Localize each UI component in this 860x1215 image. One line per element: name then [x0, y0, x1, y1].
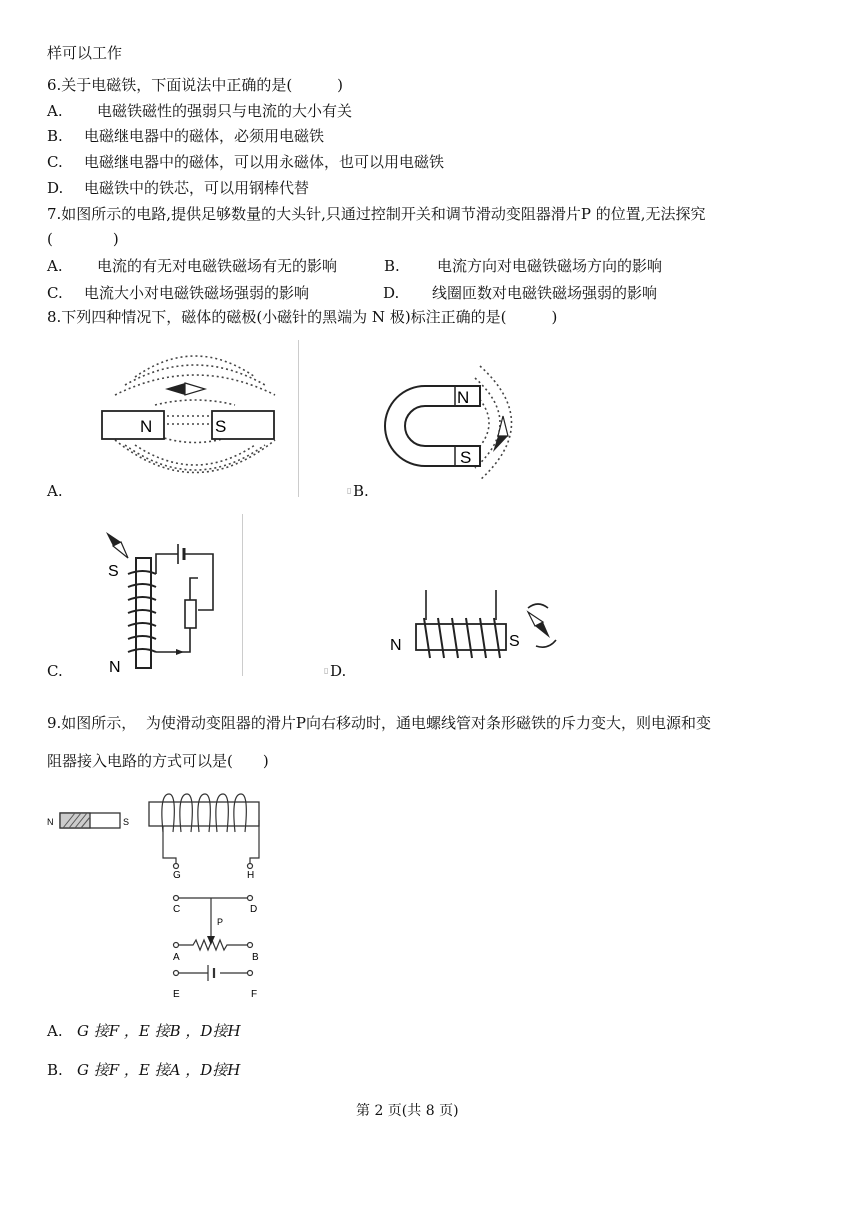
compass-needle-icon: [106, 532, 128, 558]
q6-stem: 6.关于电磁铁，下面说法中正确的是( ): [47, 76, 344, 94]
compass-needle-icon: [165, 383, 205, 395]
continuation-text: 样可以工作: [47, 44, 123, 62]
page-footer: 第 2 页(共 8 页): [356, 1103, 459, 1119]
q9-circuit-diagram: [45, 790, 275, 1000]
q6-option-b-text: 电磁继电器中的磁体，必须用电磁铁: [84, 127, 325, 145]
magnet-right-pole: S: [215, 417, 227, 436]
q8-stem: 8.下列四种情况下，磁体的磁极(小磁针的黑端为 N 极)标注正确的是( ): [47, 308, 558, 326]
u-magnet-bottom-pole: S: [460, 448, 472, 467]
marker-d: ▯: [324, 666, 329, 675]
terminal-e: E: [173, 989, 180, 1000]
divider-ab: [298, 340, 299, 497]
solenoid-left-pole: N: [390, 637, 402, 654]
q7-option-d-text: 线圈匝数对电磁铁磁场强弱的影响: [432, 284, 658, 302]
q7-option-a-label: A.: [47, 257, 63, 275]
terminal-a: A: [173, 952, 180, 963]
solenoid-bottom-pole: N: [109, 659, 121, 676]
q6-option-a-label: A.: [47, 102, 63, 120]
q7-option-b-text: 电流方向对电磁铁磁场方向的影响: [437, 257, 663, 275]
terminal-h: H: [247, 870, 255, 881]
divider-cd: [242, 514, 243, 676]
magnet-left-pole: N: [140, 417, 153, 436]
terminal-g: G: [173, 870, 181, 881]
solenoid-right-pole: S: [509, 633, 520, 650]
q6-option-d-text: 电磁铁中的铁芯，可以用钢棒代替: [84, 179, 310, 197]
q8-option-d-label: D.: [330, 662, 347, 680]
q7-option-a-text: 电流的有无对电磁铁磁场有无的影响: [97, 257, 338, 275]
terminal-c: C: [173, 904, 181, 915]
q8-figure-a-bar-magnets: [95, 345, 295, 485]
marker-b: ▯: [347, 486, 352, 495]
compass-needle-icon: [528, 612, 550, 638]
terminal-f: F: [251, 989, 258, 1000]
q6-option-c-text: 电磁继电器中的磁体，可以用永磁体，也可以用电磁铁: [84, 153, 445, 171]
q7-option-c-text: 电流大小对电磁铁磁场强弱的影响: [84, 284, 310, 302]
magnet-left: [102, 411, 164, 439]
q8-option-a-label: A.: [47, 482, 63, 500]
terminal-b: B: [252, 952, 259, 963]
q7-option-c-label: C.: [47, 284, 63, 302]
q6-option-d-label: D.: [47, 179, 64, 197]
q8-figure-d-solenoid: [388, 590, 568, 670]
q8-option-c-label: C.: [47, 662, 63, 680]
u-magnet-top-pole: N: [457, 388, 470, 407]
q9-stem-line2: 阻器接入电路的方式可以是( ): [47, 752, 269, 770]
q7-option-b-label: B.: [384, 257, 400, 275]
q7-option-d-label: D.: [383, 284, 400, 302]
q8-option-b-label: B.: [353, 482, 369, 500]
q8-figure-b-u-magnet: [375, 358, 535, 493]
q6-option-c-label: C.: [47, 153, 63, 171]
q9-option-b-text: G 接F ，E 接A ，D接H: [77, 1061, 241, 1079]
bar-magnet-n: N: [47, 817, 54, 827]
q9-option-a-text: G 接F ，E 接B ，D接H: [77, 1022, 241, 1040]
q9-option-a-label: A.: [47, 1022, 63, 1040]
q9-option-b-label: B.: [47, 1061, 63, 1079]
slider-p: P: [217, 917, 224, 927]
solenoid-top-pole: S: [108, 563, 119, 580]
q7-stem-line1: 7.如图所示的电路,提供足够数量的大头针,只通过控制开关和调节滑动变阻器滑片P 的位置,无法探究: [47, 205, 706, 223]
terminal-d: D: [250, 904, 258, 915]
q9-stem-line1: 9.如图所示， 为使滑动变阻器的滑片P向右移动时，通电螺线管对条形磁铁的斥力变大，则电源和变: [47, 714, 711, 732]
bar-magnet-s: S: [123, 817, 130, 827]
q6-option-a-text: 电磁铁磁性的强弱只与电流的大小有关: [97, 102, 353, 120]
q7-stem-line2: ( ): [47, 230, 119, 248]
q6-option-b-label: B.: [47, 127, 63, 145]
q8-figure-c-solenoid-circuit: [98, 528, 223, 676]
